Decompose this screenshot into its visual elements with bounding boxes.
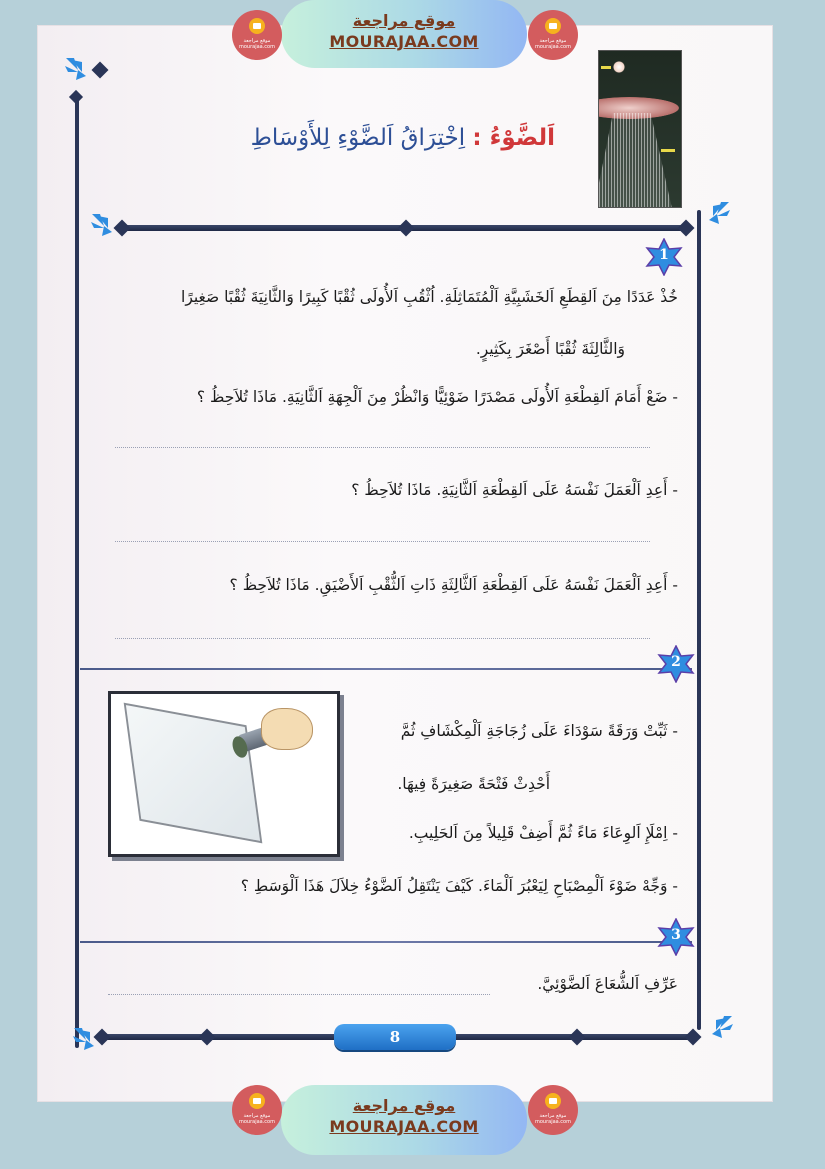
watermark-banner-bottom[interactable] <box>281 1085 527 1155</box>
section-1-number: 1 <box>659 247 669 263</box>
lamp-light <box>613 61 625 73</box>
fan-ornament-icon <box>72 1026 98 1052</box>
watermark-badge-left-bottom[interactable] <box>232 1085 282 1135</box>
badge-text: موقع مراجعة mourajaa.com <box>238 38 275 50</box>
instruction-line: - وَجِّهْ ضَوْءَ اَلْمِصْبَاحِ لِيَعْبُرَ اَلْمَاءَ. كَيْفَ يَنْتَقِلُ اَلضَّوْءُ خِلاَلَ هَذَا اَلْوَسَطِ ؟ <box>240 877 678 895</box>
water-tray <box>124 703 263 844</box>
book-logo-icon <box>545 18 561 34</box>
instruction-line: عَرِّفِ اَلشُّعَاعَ اَلضَّوْئِيَّ. <box>537 975 678 993</box>
badge-text: موقع مراجعة mourajaa.com <box>238 1113 275 1125</box>
fan-ornament-icon <box>64 56 90 82</box>
watermark-latin: MOURAJAA.COM <box>329 32 479 51</box>
section-3-number: 3 <box>671 927 681 943</box>
answer-line[interactable] <box>108 994 490 996</box>
fan-ornament-icon <box>705 200 731 226</box>
photo-label <box>661 149 675 152</box>
instruction-line: - ثَبِّتْ وَرَقَةً سَوْدَاءَ عَلَى زُجَاجَةِ اَلْمِكْشَافِ ثُمَّ <box>400 722 678 740</box>
instruction-line: أَحْدِثْ فَتْحَةً صَغِيرَةً فِيهَا. <box>397 775 550 793</box>
fan-ornament-icon <box>708 1014 734 1040</box>
experiment-illustration <box>108 691 340 857</box>
watermark-arabic: موقع مراجعة <box>352 1096 456 1115</box>
hand <box>261 708 313 750</box>
book-logo-icon <box>545 1093 561 1109</box>
instruction-line: خُذْ عَدَدًا مِنَ اَلقِطَعِ اَلخَشَبِيَّةِ اَلْمُتَمَاثِلَةِ. اُثْقُبِ اَلأُولَى ثُقْبًا كَبِيرًا وَالثَّانِيَةَ ثُقْبًا صَغِيرًا <box>181 288 678 306</box>
watermark-arabic: موقع مراجعة <box>352 11 456 30</box>
subject-title: اَلضَّوْءُ : <box>472 125 555 151</box>
instruction-line: - أَعِدِ اَلْعَمَلَ نَفْسَهُ عَلَى اَلقِطْعَةِ اَلثَّالِثَةِ ذَاتِ اَلثُّقْبِ اَلأَضْيَقِ. مَاذَا تُلاَحِظُ ؟ <box>229 576 678 594</box>
watermark-banner-top[interactable] <box>281 0 527 68</box>
answer-line[interactable] <box>115 638 650 640</box>
instruction-line: - اِمْلَإِ اَلوِعَاءَ مَاءً ثُمَّ أَضِفْ قَلِيلاً مِنَ اَلحَلِيبِ. <box>408 824 678 842</box>
photo-label <box>601 66 611 69</box>
answer-line[interactable] <box>115 447 650 449</box>
instruction-line: وَالثَّالِثَةَ ثُقْبًا أَصْغَرَ بِكَثِيرٍ. <box>475 340 625 358</box>
fan-ornament-icon <box>90 212 116 238</box>
lesson-title: اِخْتِرَاقُ اَلضَّوْءِ لِلأَوْسَاطِ <box>250 125 466 151</box>
instruction-line: - أَعِدِ اَلْعَمَلَ نَفْسَهُ عَلَى اَلقِطْعَةِ اَلثَّانِيَةِ. مَاذَا تُلاَحِظُ ؟ <box>351 481 678 499</box>
lamp-photo <box>598 50 682 208</box>
page-number: 8 <box>334 1024 456 1050</box>
page-title <box>251 125 555 151</box>
light-beam <box>598 113 673 208</box>
watermark-latin: MOURAJAA.COM <box>329 1117 479 1136</box>
badge-text: موقع مراجعة mourajaa.com <box>534 1113 571 1125</box>
book-logo-icon <box>249 1093 265 1109</box>
section-divider <box>80 668 692 670</box>
watermark-badge-right-top[interactable] <box>528 10 578 60</box>
watermark-badge-right-bottom[interactable] <box>528 1085 578 1135</box>
right-border-bar <box>697 210 701 1030</box>
section-2-number: 2 <box>671 654 681 670</box>
badge-text: موقع مراجعة mourajaa.com <box>534 38 571 50</box>
instruction-line: - ضَعْ أَمَامَ اَلقِطْعَةِ اَلأُولَى مَصْدَرًا ضَوْئِيًّا وَانْظُرْ مِنَ اَلْجِهَةِ اَلثَّانِيَةِ. مَاذَا تُلاَحِظُ ؟ <box>196 388 678 406</box>
watermark-badge-left-top[interactable] <box>232 10 282 60</box>
left-border-bar <box>75 98 79 1048</box>
answer-line[interactable] <box>115 541 650 543</box>
section-divider <box>80 941 692 943</box>
book-logo-icon <box>249 18 265 34</box>
